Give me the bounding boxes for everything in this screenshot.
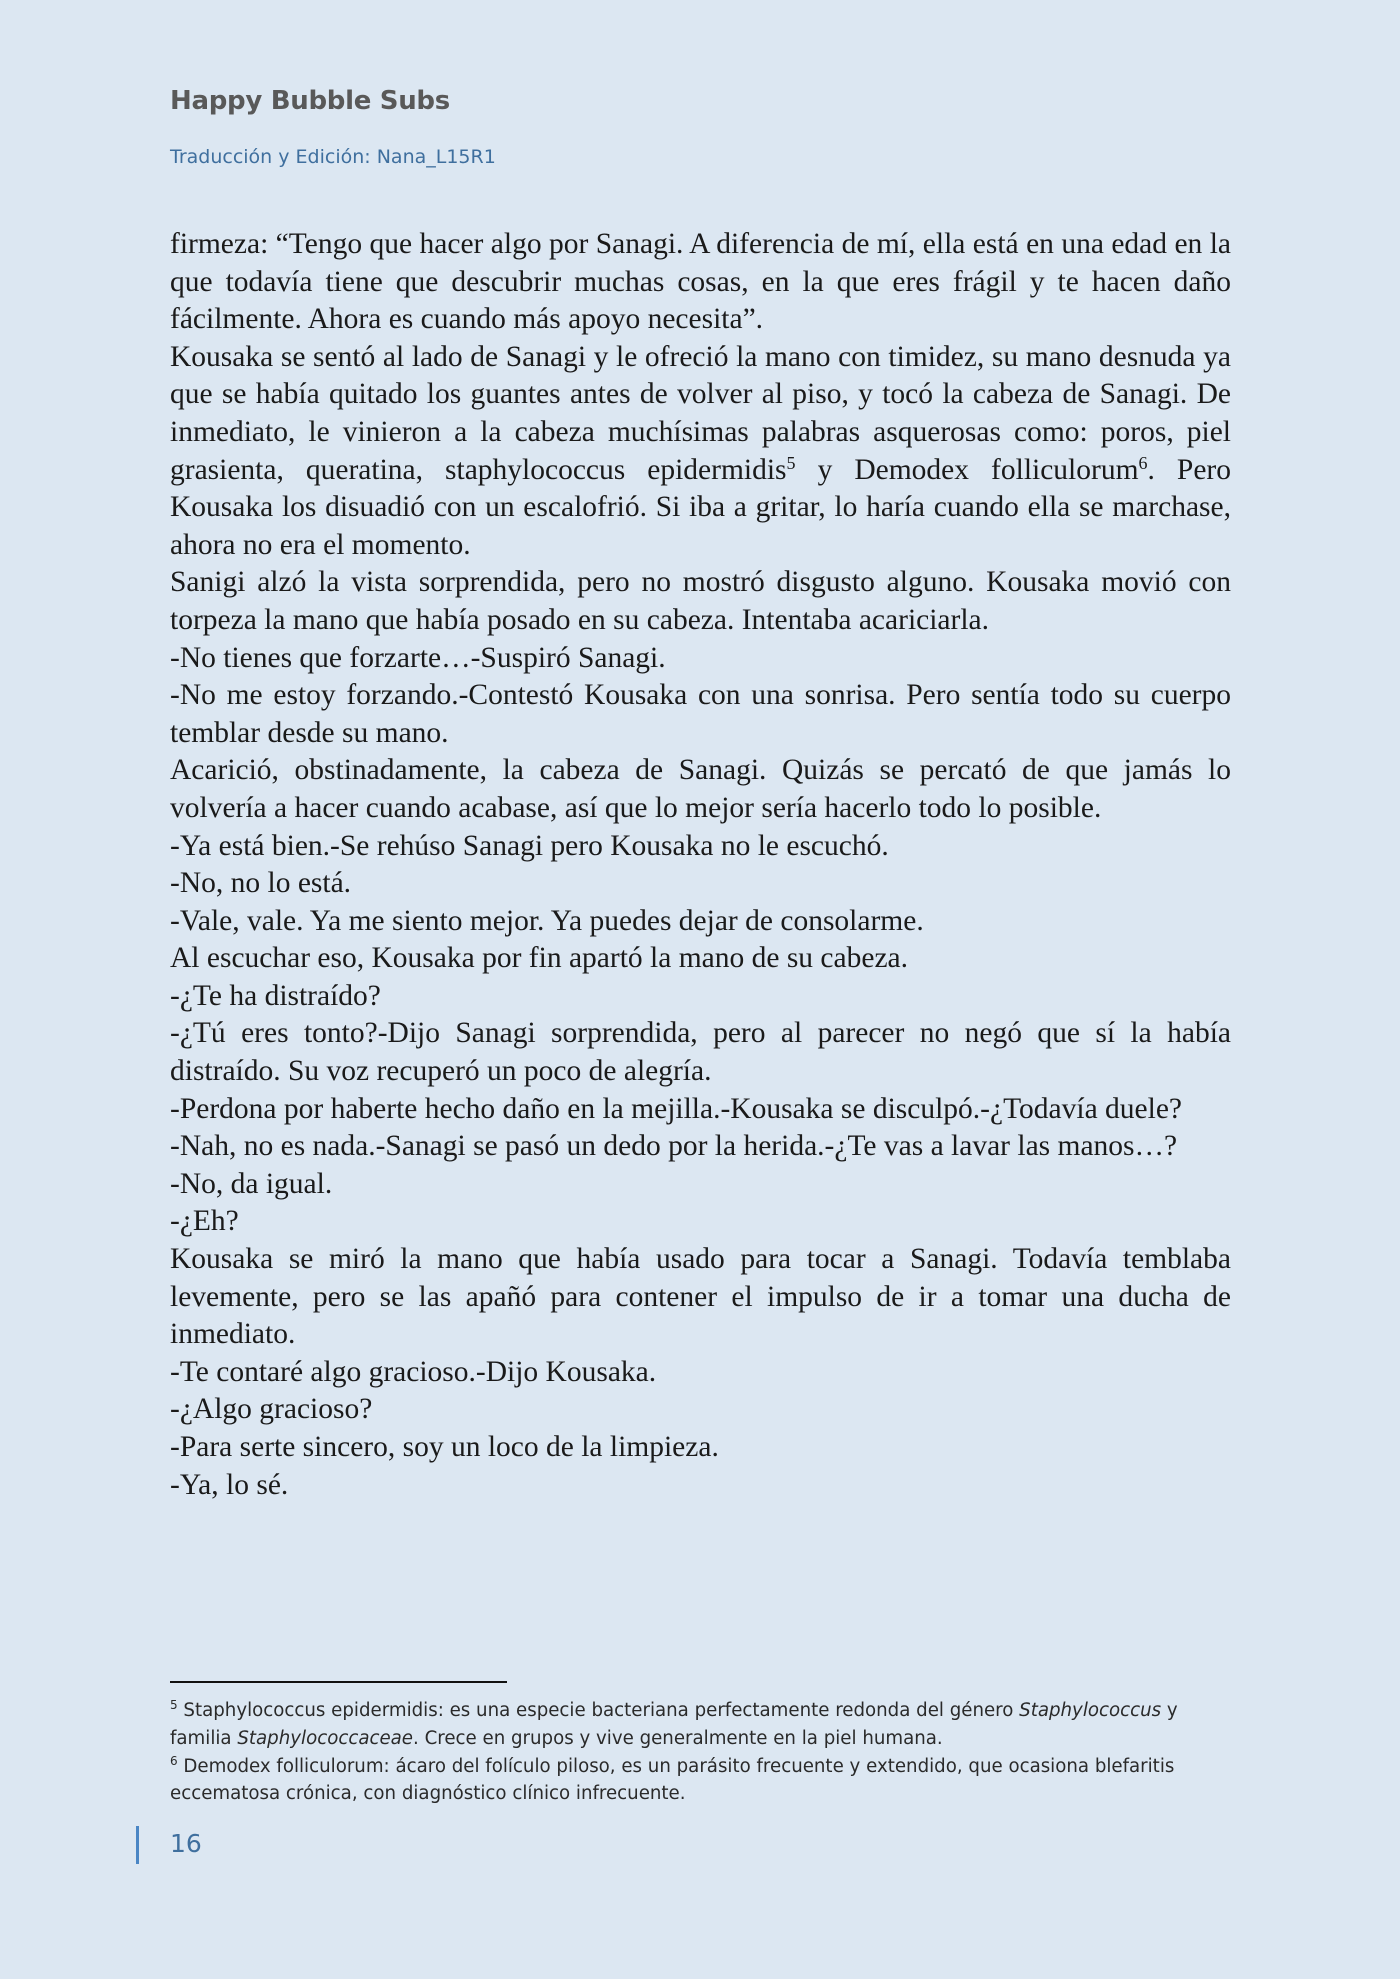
footnote-ref[interactable]: 6 xyxy=(1138,452,1148,473)
footnotes xyxy=(170,1697,1231,1808)
paragraph: -No me estoy forzando.-Contestó Kousaka con una sonrisa. Pero sentía todo su cuerpo temblar desde su mano. xyxy=(170,679,1231,749)
text-run: Kousaka se sentó al lado de Sanagi y le ofreció la mano con timidez, su mano desnuda ya que se había quitado los guantes antes de volver al piso, y tocó la cabeza de Sanagi. De inmediato, le vinieron a la cabeza muchísimas palabras asquerosas como: poros, piel grasienta, queratina, staphylococcus epidermidis xyxy=(170,340,1231,486)
paragraph: -No, da igual. xyxy=(170,1167,333,1200)
text-run: . Crece en grupos y vive generalmente en la piel humana. xyxy=(413,1727,943,1749)
paragraph: Al escuchar eso, Kousaka por fin apartó la mano de su cabeza. xyxy=(170,942,909,975)
paragraph: -Ya está bien.-Se rehúso Sanagi pero Kousaka no le escuchó. xyxy=(170,829,889,862)
paragraph: -Vale, vale. Ya me siento mejor. Ya puedes dejar de consolarme. xyxy=(170,904,924,937)
paragraph: Acarició, obstinadamente, la cabeza de Sanagi. Quizás se percató de que jamás lo volvería a hacer cuando acabase, así que lo mejor sería hacerlo todo lo posible. xyxy=(170,754,1231,824)
footnote-divider xyxy=(170,1681,507,1683)
italic-term: Staphylococcaceae xyxy=(237,1727,413,1749)
paragraph: -¿Algo gracioso? xyxy=(170,1393,373,1426)
paragraph: -No, no lo está. xyxy=(170,867,352,900)
text-run: Demodex folliculorum: ácaro del folículo piloso, es un parásito frecuente y extendido, que ocasiona blefaritis eccematosa crónica, con diagnóstico clínico infrecuente. xyxy=(170,1755,1175,1805)
paragraph: -Perdona por haberte hecho daño en la mejilla.-Kousaka se disculpó.-¿Todavía duele? xyxy=(170,1092,1183,1125)
header-credit: Traducción y Edición: Nana_L15R1 xyxy=(170,146,496,168)
footnote-ref[interactable]: 5 xyxy=(786,452,796,473)
text-run: Staphylococcus epidermidis: es una especie bacteriana perfectamente redonda del género xyxy=(177,1700,1020,1721)
text-run: . Pero Kousaka los disuadió con un escalofrió. Si iba a gritar, lo haría cuando ella se marchase, ahora no era el momento. xyxy=(170,453,1231,561)
body-text xyxy=(170,226,1231,1504)
footnote-6 xyxy=(170,1753,1231,1809)
paragraph: firmeza: “Tengo que hacer algo por Sanagi. A diferencia de mí, ella está en una edad en la que todavía tiene que descubrir muchas cosas, en la que eres frágil y te hacen daño fácilmente. Ahora es cuando más apoyo necesita”. xyxy=(170,228,1231,336)
footnote-number: 5 xyxy=(170,1698,178,1712)
paragraph: -¿Eh? xyxy=(170,1205,239,1238)
paragraph: -¿Tú eres tonto?-Dijo Sanagi sorprendida, pero al parecer no negó que sí la había distraído. Su voz recuperó un poco de alegría. xyxy=(170,1017,1231,1088)
paragraph: -Te contaré algo gracioso.-Dijo Kousaka. xyxy=(170,1355,657,1388)
text-run: y Demodex folliculorum xyxy=(795,453,1139,486)
text-run: y familia xyxy=(170,1700,1178,1749)
italic-term: Staphylococcus xyxy=(1019,1700,1162,1721)
paragraph xyxy=(170,339,1231,565)
paragraph: -No tienes que forzarte…-Suspiró Sanagi. xyxy=(170,641,666,674)
paragraph: Sanigi alzó la vista sorprendida, pero no mostró disgusto alguno. Kousaka movió con torpeza la mano que había posado en su cabeza. Intentaba acariciarla. xyxy=(170,566,1231,636)
header-title: Happy Bubble Subs xyxy=(170,86,450,116)
paragraph: -Ya, lo sé. xyxy=(170,1468,289,1501)
paragraph: -Para serte sincero, soy un loco de la limpieza. xyxy=(170,1431,719,1463)
footnote-5 xyxy=(170,1697,1231,1753)
paragraph: -¿Te ha distraído? xyxy=(170,979,381,1012)
footnote-number: 6 xyxy=(170,1753,178,1768)
paragraph: Kousaka se miró la mano que había usado para tocar a Sanagi. Todavía temblaba levemente, pero se las apañó para contener el impulso de ir a tomar una ducha de inmediato. xyxy=(170,1243,1231,1351)
paragraph: -Nah, no es nada.-Sanagi se pasó un dedo por la herida.-¿Te vas a lavar las manos…? xyxy=(170,1130,1178,1163)
page-number-bar xyxy=(136,1826,139,1864)
page-number: 16 xyxy=(170,1829,202,1858)
